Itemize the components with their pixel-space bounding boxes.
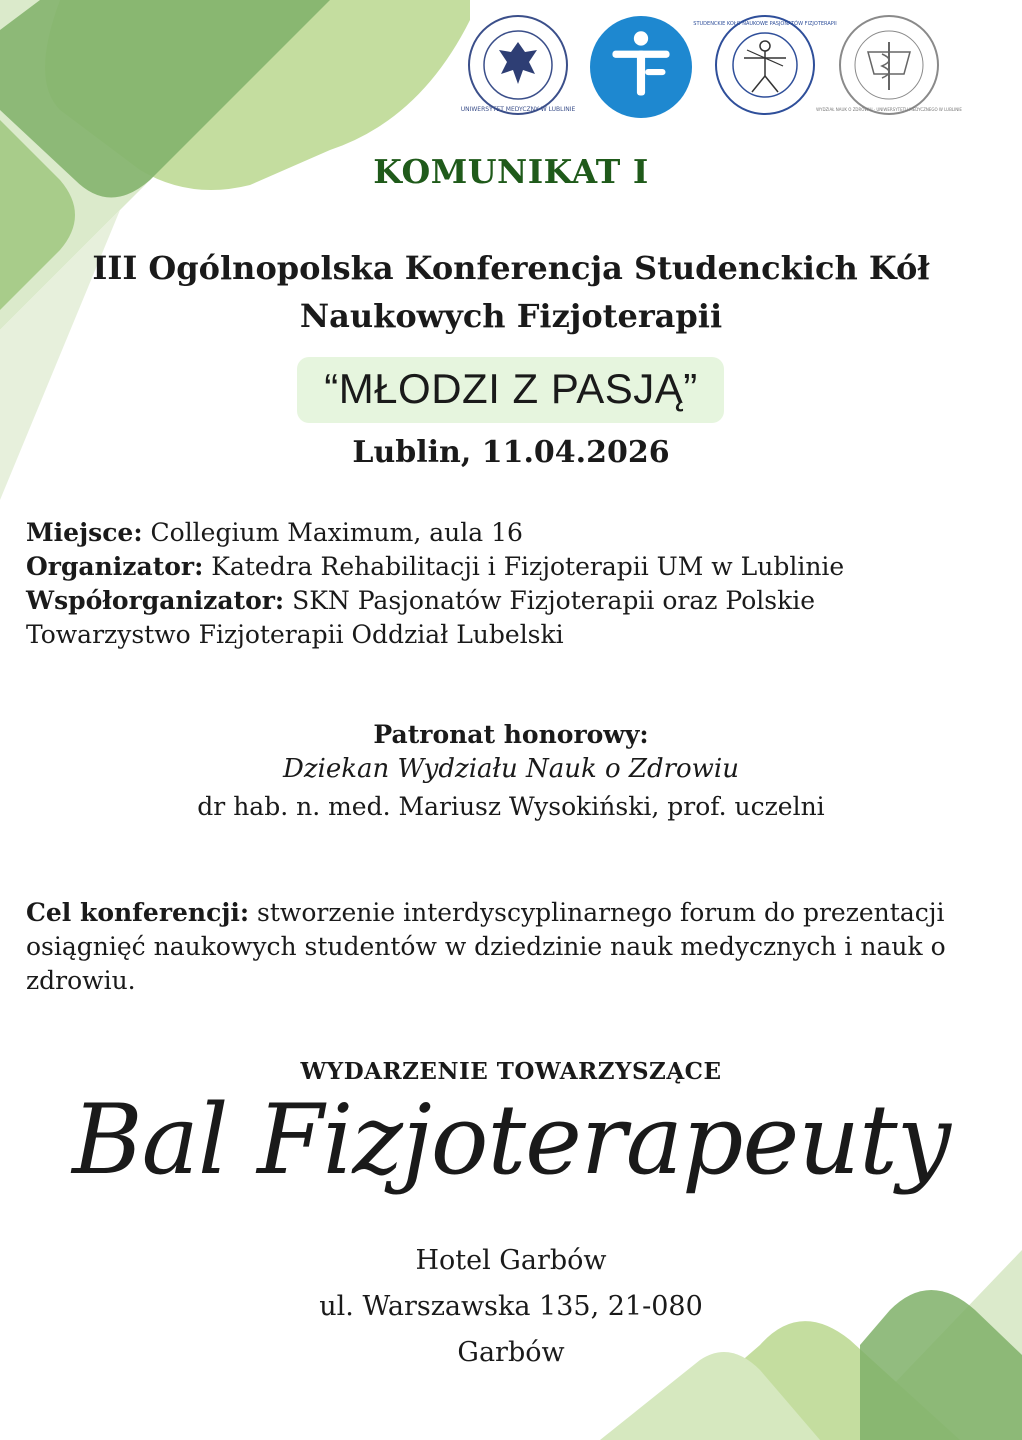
goal-text: stworzenie interdyscyplinarnego forum do prezentacji osiągnięć naukowych studentów w dziedzinie nauk medycznych i nauk o zdrowiu.: [26, 898, 946, 995]
coorganizer-row: [26, 584, 986, 618]
patronage-name: dr hab. n. med. Mariusz Wysokiński, prof. uczelni: [197, 792, 825, 821]
conference-title-line2: Naukowych Fizjoterapii: [299, 297, 723, 335]
university-seal-icon: [460, 14, 576, 116]
logo-um-text: UNIWERSYTET MEDYCZNY W LUBLINIE: [460, 106, 576, 113]
event-label: WYDARZENIE TOWARZYSZĄCE: [300, 1058, 722, 1085]
patronage-label: Patronat honorowy:: [373, 720, 649, 749]
conference-info: [26, 516, 986, 652]
announcement-title: KOMUNIKAT I: [373, 152, 649, 191]
faculty-emblem-icon: [816, 14, 962, 116]
organizer-label: Organizator:: [26, 552, 204, 581]
venue-street: ul. Warszawska 135, 21-080: [319, 1291, 703, 1322]
organizer-row: [26, 550, 986, 584]
conference-title: [0, 244, 1022, 340]
venue-name: Hotel Garbów: [415, 1245, 607, 1276]
logo-wnoz-text: WYDZIAŁ NAUK O ZDROWIU · UNIWERSYTETU MEDYCZNEGO W LUBLINIE: [816, 107, 962, 112]
coorganizer-row-2: Towarzystwo Fizjoterapii Oddział Lubelski: [26, 620, 564, 649]
conference-motto: “MŁODZI Z PASJĄ”: [324, 365, 698, 412]
conference-goal: [26, 896, 986, 998]
ball-title: Bal Fizjoterapeuty: [72, 1084, 950, 1196]
venue-city: Garbów: [457, 1337, 565, 1368]
goal-label: Cel konferencji:: [26, 898, 250, 927]
vitruvian-man-icon: [693, 14, 837, 116]
place-row: [26, 516, 986, 550]
logo-skn-text: STUDENCKIE KOŁO NAUKOWE PASJONATÓW FIZJOTERAPII: [693, 21, 837, 27]
coorganizer-value: SKN Pasjonatów Fizjoterapii oraz Polskie: [284, 586, 816, 615]
conference-date: Lublin, 11.04.2026: [352, 435, 670, 470]
place-value: Collegium Maximum, aula 16: [142, 518, 523, 547]
organizer-value: Katedra Rehabilitacji i Fizjoterapii UM w Lublinie: [203, 552, 845, 581]
conference-title-line1: III Ogólnopolska Konferencja Studenckich Kół: [92, 249, 930, 287]
physiotherapy-figure-icon: [590, 16, 690, 116]
place-label: Miejsce:: [26, 518, 143, 547]
patronage-role: Dziekan Wydziału Nauk o Zdrowiu: [283, 754, 739, 784]
coorganizer-label: Współorganizator:: [26, 586, 285, 615]
